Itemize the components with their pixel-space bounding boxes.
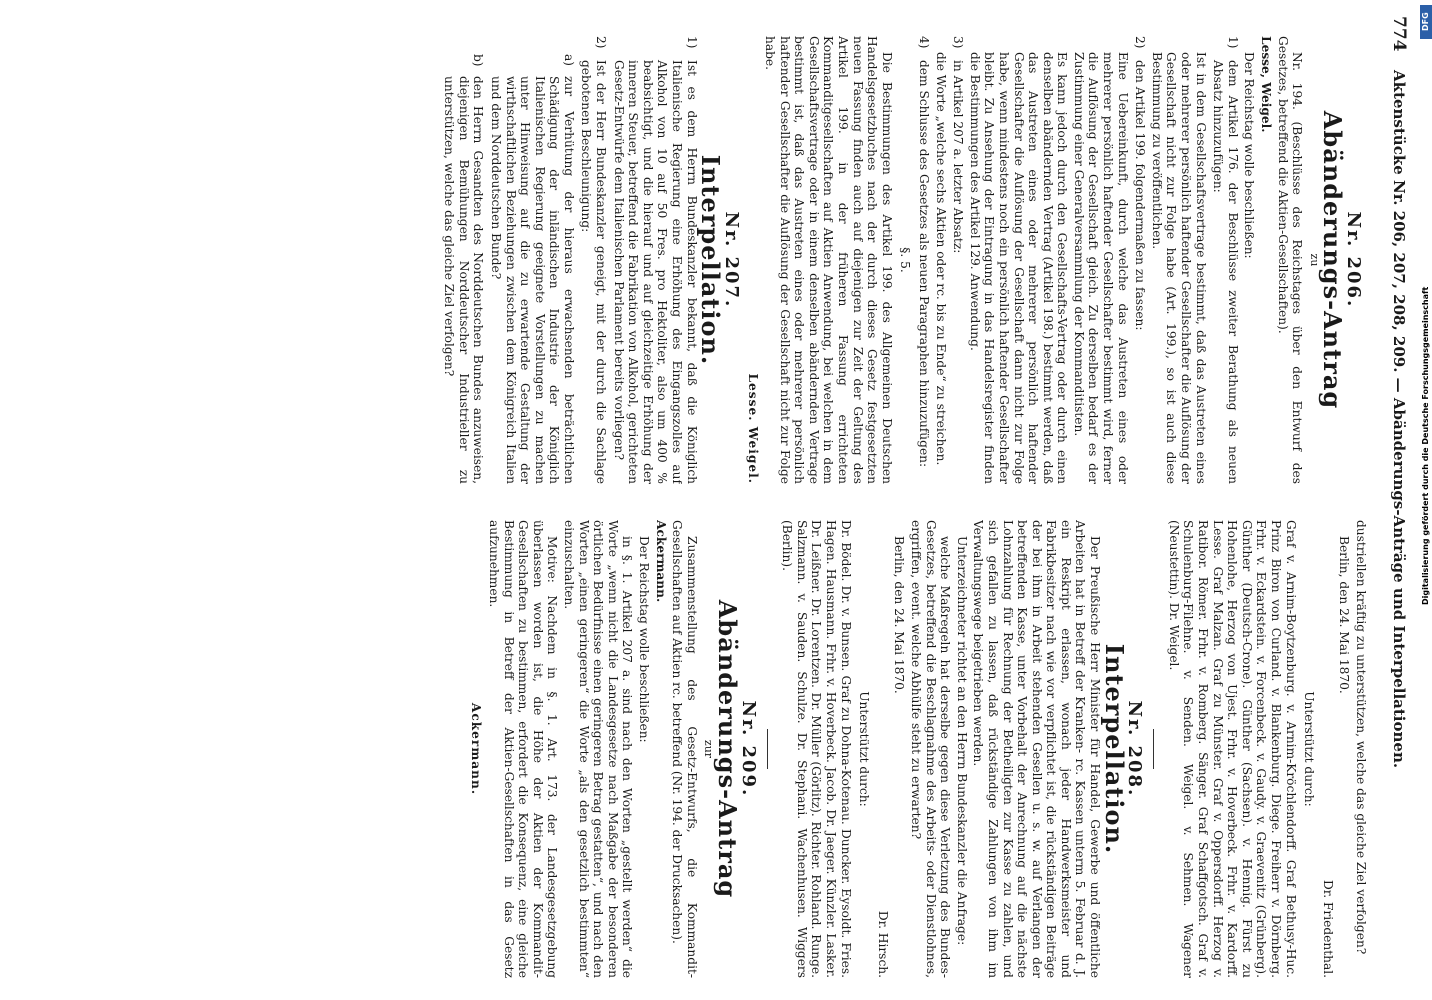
item-number: 1): [1225, 36, 1240, 49]
heading-interpellation-208: Interpellation.: [1099, 643, 1129, 855]
undersigned-208: Unterzeichneter richtet an den Herrn Bundeskanzler die Anfrage:: [954, 536, 969, 946]
item-text: dem Schlusse des Gesetzes als neuen Paragraphen hinzuzufügen:: [916, 60, 931, 468]
item-number: 4): [916, 36, 931, 49]
item-number: b): [471, 54, 486, 67]
page-header: [1382, 10, 1408, 980]
item-number: a): [561, 54, 576, 67]
digitization-sidebar: [1420, 5, 1432, 605]
heading-amendment-206: Abänderungs-Antrag: [1318, 110, 1348, 410]
document-number-208: Nr. 208.: [1124, 700, 1146, 798]
interpellation-subitem: [488, 36, 576, 484]
zur-label: zur: [702, 739, 716, 759]
supported-by-label: Unterstützt durch:: [857, 691, 872, 807]
section-5-text: Die Bestimmungen des Artikel 199. des Allgemeinen Deutschen Handelsgesetzbuches nach der durch dieses Gesetz festgesetzten neuen Fassung finden auch auf diejenigen zur Zeit der Geltung des Artikel 199. in der früheren Fassung errichteten Kommanditgesellschaften auf Aktien Anwendung, bei welchen in dem Gesellschaftsvertrage oder in einem denselben abändernden Vertrage bestimmt ist, daß das Austreten eines oder mehrerer persönlich haftender Gesellschafter die Auflösung der Gesellschaft nicht zur Folge habe.: [763, 36, 894, 484]
supporters-208: Dr. Bödel. Dr. v. Bunsen. Graf zu Dohna-Kotenau. Duncker. Eysoldt. Fries. Hagen. Hausmann. Frhr. v. Hoverbeck. Jacob. Dr. Jaeger. Künzler. Lasker. Dr. Leißner. Dr. Lorentzen. Dr. Müller (Görlitz). Richter. Rohland. Runge. Salzmann. v. Sauden. Schulze. Dr. Stephani. Wachenhusen. Wiggers (Berlin).: [780, 520, 853, 978]
motive-209: Motive: Nachdem in §. 1. Art. 173. der Landesgesetzgebung überlassen worden ist, die Höhe der Aktien der Kommandit-Gesellschaften zu bestimmen, erfordert die Konsequenz, eine gleiche Bestimmung in Betreff der Aktien-Gesellschaften in das Gesetz aufzunehmen.: [487, 520, 560, 978]
right-column: [48, 520, 1368, 978]
date-208: Berlin, den 24. Mai 1870.: [892, 536, 907, 694]
item-number: 2): [594, 36, 609, 49]
document-number-209: Nr. 209.: [737, 700, 759, 798]
section-5-heading: §. 5.: [898, 247, 913, 273]
interpellation-item: [579, 36, 608, 484]
continuation-text: dustriellen kräftig zu unterstützen, welche das gleiche Ziel verfolgen?: [1354, 520, 1368, 955]
date-207: Berlin, den 24. Mai 1870.: [1337, 536, 1352, 694]
item-text: dem Artikel 176. der Beschlüsse zweiter Berathung als neuen Absatz hinzuzufügen:: [1211, 60, 1240, 484]
item-text: Ist der Herr Bundeskanzler geneigt, mit der durch die Sachlage gebotenen Beschleunigung:: [579, 60, 609, 484]
item-text: Ist es dem Herrn Bundeskanzler bekannt, daß die Königlich Italienische Regierung eine Erhöhung des Eingangszolles auf Alkohol von 10 auf 50 Fres. pro Hektoliter, also um 400 % beabsichtigt, und die hierauf und auf gleichzeitige Erhöhung der inneren Steuer, betreffend die Fabrikation von Alkohol, gerichteten Gesetz-Entwürfe dem Italienischen Parlament bereits vorliegen?: [611, 60, 699, 484]
authors-206: Lesse, Weigel.: [1259, 36, 1274, 133]
divider: [767, 729, 768, 769]
rotated-document-page: [36, 0, 1416, 990]
amendment-item: [951, 36, 966, 484]
digitization-credit: Digitalisierung gefördert durch die Deutsche Forschungsgemeinschaft: [1421, 286, 1430, 605]
interpellation-item: [611, 36, 699, 484]
running-title: Aktenstücke Nr. 206, 207, 208, 209. — Abänderungs-Anträge und Interpellationen.: [1390, 70, 1408, 769]
interpellation-subitem: [442, 36, 486, 484]
resolve-206: Der Reichstag wolle beschließen:: [1242, 52, 1257, 259]
heading-amendment-209: Abänderungs-Antrag: [713, 599, 743, 899]
signature-209: Ackermann.: [468, 702, 483, 796]
supporters-207: Graf v. Arnim-Boytzenburg. v. Arnim-Kröchlendorff. Graf Bethusy-Huc. Prinz Biron von Curland. v. Blankenburg. Diege. Freiherr v. Dörnberg. Frhr. v. Eckardstein. v. Forcenbeck. v. Gaudy. v. Graevenitz (Grünberg). Günther (Deutsch-Crone). Günther (Sachsen). v. Hennig. Fürst zu Hohenlohe, Herzog von Ujest. Frhr. v. Hoverbeck. Frhr. v. Kardorff. Lesse. Graf Malzan. Graf zu Münster. Graf v. Oppersdorff. Herzog v. Ratibor. Römer. Frhr. v. Romberg. Sänger. Graf Schaffgotsch. Graf v. Schulenburg-Filehne. v. Senden. Weigel. v. Sehmen. Wagener (Neustettin). Dr. Weigel.: [1166, 520, 1298, 978]
item-text: zur Verhütung der hieraus erwachsenden beträchtlichen Schädigung der inländischen Industrie der Königlich Italienischen Regierung geeignete Vorstellungen zu machen unter Hinweisung auf die zu erwartende Gestaltung der wirthschaftlichen Beziehungen zwischen dem Königreich Italien und dem Norddeutschen Bunde?: [488, 76, 576, 484]
amendment-item: [916, 36, 931, 484]
signature-206: Lesse. Weigel.: [746, 373, 761, 484]
item-number: 3): [951, 36, 966, 49]
item-text: in Artikel 207 a. letzter Absatz:: [951, 60, 966, 254]
amendment-subtext: die Worte „welche sechs Aktien oder rc. bis zu Ende“ zu streichen.: [933, 52, 948, 466]
amendment-item: [1133, 36, 1148, 484]
signer-208: Dr. Hirsch.: [875, 910, 890, 978]
question-208: welche Maßregeln hat derselbe gegen diese Verletzung des Bundes-Gesetzes, betreffend die Beschlagnahme des Arbeits- oder Dienstlohnes, ergriffen, event. welche Abhülfe steht zu erwarten?: [908, 520, 953, 978]
text-208: Der Preußische Herr Minister für Handel, Gewerbe und öffentliche Arbeiten hat in Betreff der Kranken- rc. Kassen unterm 5. Februar d. J. ein Reskript erlassen, wonach jeder Handwerksmeister und Fabrikbesitzer nach wie vor verpflichtet ist, die rückständigen Beiträge der bei ihm in Arbeit stehenden Gesellen u. s. w. auf Verlangen der betreffenden Kasse, unter Vorbehalt der Anrechnung auf die nächste Lohnzahlung für Rechnung der Betheiligten zur Kasse zu zahlen, und sich gefallen zu lassen, daß rückständige Zahlungen von ihm im Verwaltungswege beigetrieben werden.: [971, 520, 1103, 978]
signer-207: Dr. Friedenthal.: [1320, 879, 1335, 978]
supported-by-label: Unterstützt durch:: [1302, 691, 1317, 807]
left-column: [48, 36, 1368, 484]
resolve-209: Der Reichstag wolle beschließen:: [637, 536, 652, 743]
intro-206: Nr. 194. (Beschlüsse des Reichstages über den Entwurf des Gesetzes, betreffend die Aktien-Gesellschaften).: [1275, 36, 1305, 484]
amendment-item: [1211, 36, 1240, 484]
item-number: 2): [1133, 36, 1148, 49]
item-number: 1): [684, 36, 699, 49]
divider: [1153, 729, 1154, 769]
author-209: Ackermann.: [653, 520, 668, 603]
heading-interpellation-207: Interpellation.: [696, 154, 726, 366]
page-number: 774: [1389, 16, 1409, 52]
amendment-subtext: Es kann jedoch durch den Gesellschafts-Vertrag oder durch einen denselben abändernden Vertrag (Artikel 198.) bestimmt werden, daß das Austreten eines oder mehrerer persönlich haftender Gesellschafter die Auflösung der Gesellschaft dann nicht zur Folge habe, wenn mindestens noch ein persönlich haftender Gesellschafter bleibt. Zu Ansehung der Eintragung in das Handelsregister finden die Bestimmungen des Artikel 129. Anwendung.: [967, 52, 1070, 484]
amendment-subtext: Eine Uebereinkunft, durch welche das Austreten eines oder mehrerer persönlich haftender Gesellschafter bestimmt wird, ferner die Auflösung der Gesellschaft gleich. Zu derselben bedarf es der Zustimmung einer Generalversammlung der Kommanditisten.: [1071, 52, 1130, 484]
item-text: den Herrn Gesandten des Norddeutschen Bundes anzuweisen, diejenigen Bemühungen Norddeutscher Industrieller zu unterstützen, welche das gleiche Ziel verfolgen?: [442, 76, 486, 484]
item-text: den Artikel 199. folgendermaßen zu fassen:: [1133, 60, 1148, 331]
document-number-207: Nr. 207.: [720, 211, 742, 309]
text-209: in §. 1. Artikel 207 a. sind nach den Worten „gestellt werden“ die Worte „wenn nicht die Landesgesetze nach Maßgabe der besonderen örtlichen Bedürfnisse einen geringeren Betrag gestatten“, und nach den Worten „einen geringeren“ die Worte „als den gesetzlich bestimmten“ einzuschalten.: [562, 520, 635, 978]
zu-label: zu: [1307, 253, 1321, 267]
document-number-206: Nr. 206.: [1343, 211, 1364, 309]
dfg-logo: DFG: [1420, 5, 1432, 39]
amendment-subtext: Ist in dem Gesellschaftsvertrage bestimmt, daß das Austreten eines oder mehrerer persönlich haftender Gesellschafter die Auflösung der Gesellschaft nicht zur Folge habe (Art. 199.), so ist auch diese Bestimmung zu veröffentlichen.: [1149, 52, 1208, 484]
intro-209: Zusammenstellung des Gesetz-Entwurfs, die Kommandit-Gesellschaften auf Aktien rc. betreffend (Nr. 194. der Drucksachen).: [670, 520, 699, 978]
